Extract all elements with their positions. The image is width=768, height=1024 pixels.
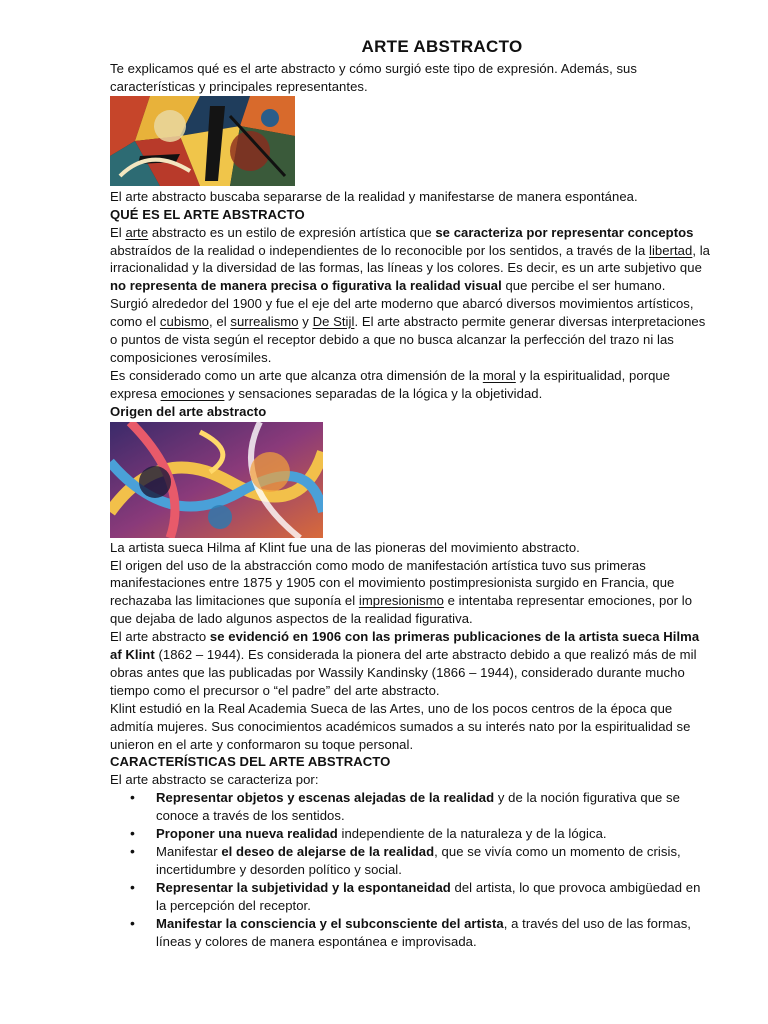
link-impresionismo[interactable]: impresionismo (358, 593, 444, 609)
abstract-painting-image-1 (110, 96, 295, 186)
section-heading-origen: Origen del arte abstracto (110, 403, 267, 419)
section-heading-caracteristicas: CARACTERÍSTICAS DEL ARTE ABSTRACTO (110, 754, 391, 770)
link-surrealismo[interactable]: surrealismo (230, 314, 299, 330)
paragraph: El arte abstracto se caracteriza por: (110, 772, 319, 788)
list-item: • Proponer una nueva realidad independiente de la naturaleza y de la lógica. (130, 825, 607, 842)
list-item: • Manifestar la consciencia y el subconsciente del artista, a través del uso de las formas, líneas y colores de manera espontánea e improvisada. (130, 914, 691, 949)
link-arte[interactable]: arte (125, 224, 149, 240)
abstract-painting-image-2 (110, 422, 323, 538)
bullet-icon: • (130, 843, 135, 859)
link-de-stijl[interactable]: De Stijl (312, 314, 355, 330)
document-page (110, 36, 712, 950)
link-libertad[interactable]: libertad (648, 242, 693, 258)
image-caption-1: El arte abstracto buscaba separarse de la realidad y manifestarse de manera espontánea. (110, 188, 638, 204)
image-caption-2: La artista sueca Hilma af Klint fue una de las pioneras del movimiento abstracto. (110, 539, 580, 555)
bullet-icon: • (130, 825, 135, 842)
paragraph: Es considerado como un arte que alcanza otra dimensión de la moral y la espiritualidad, porque expresa emociones y sensaciones separadas de la lógica y la objetividad. (110, 367, 671, 401)
intro-paragraph: Te explicamos qué es el arte abstracto y cómo surgió este tipo de expresión. Además, sus características y principales representantes. (110, 61, 637, 94)
list-item: • Manifestar el deseo de alejarse de la realidad, que se vivía como un momento de crisis, incertidumbre y desorden político y social. (130, 843, 681, 877)
paragraph: El arte abstracto se evidenció en 1906 con las primeras publicaciones de la artista sueca Hilma af Klint (1862 – 1944). Es considerada la pionera del arte abstracto debido a que realizó más de mil obras antes que las publicadas por Wassily Kandinsky (1866 – 1944), considerado durante mucho tiempo como el precursor o “el padre” del arte abstracto. (110, 629, 700, 698)
bullet-icon: • (130, 914, 135, 931)
paragraph: Surgió alrededor del 1900 y fue el eje del arte moderno que abarcó diversos movimientos artísticos, como el cubismo, el surrealismo y De Stijl. El arte abstracto permite generar diversas interpretaciones o puntos de vista según el receptor debido a que no busca alcanzar la perfección del trazo ni las composiciones verosímiles. (110, 296, 706, 365)
list-item: • Representar objetos y escenas alejadas de la realidad y de la noción figurativa que se conoce a través de los sentidos. (130, 789, 680, 824)
link-cubismo[interactable]: cubismo (159, 314, 209, 330)
section-heading-que-es: QUÉ ES EL ARTE ABSTRACTO (110, 206, 305, 222)
bullet-icon: • (130, 878, 135, 895)
paragraph: El origen del uso de la abstracción como modo de manifestación artística tuvo sus primeras manifestaciones entre 1875 y 1905 con el movimiento postimpresionista surgido en Francia, que rechazaba las limitaciones que suponía el impresionismo e intentaba representar emociones, por lo que dejaba de lado algunos aspectos de la realidad figurativa. (110, 557, 693, 627)
link-moral[interactable]: moral (482, 367, 516, 383)
paragraph: El arte abstracto es un estilo de expresión artística que se caracteriza por representar conceptos abstraídos de la realidad o independientes de lo reconocible por los sentidos, a través de la libertad, la irracionalidad y la diversidad de las formas, las líneas y los colores. Es decir, es un arte subjetivo que no representa de manera precisa o figurativa la realidad visual que percibe el ser humano. (110, 224, 711, 294)
characteristics-list (110, 789, 712, 950)
document-title: ARTE ABSTRACTO (361, 37, 523, 56)
list-item: • Representar la subjetividad y la espontaneidad del artista, lo que provoca ambigüedad en la percepción del receptor. (130, 878, 701, 913)
bullet-icon: • (130, 789, 135, 806)
paragraph: Klint estudió en la Real Academia Sueca de las Artes, uno de los pocos centros de la época que admitía mujeres. Sus conocimientos académicos sumados a su interés nato por la espiritualidad se unieron en el arte y conformaron su toque personal. (110, 700, 691, 752)
link-emociones[interactable]: emociones (160, 385, 225, 401)
